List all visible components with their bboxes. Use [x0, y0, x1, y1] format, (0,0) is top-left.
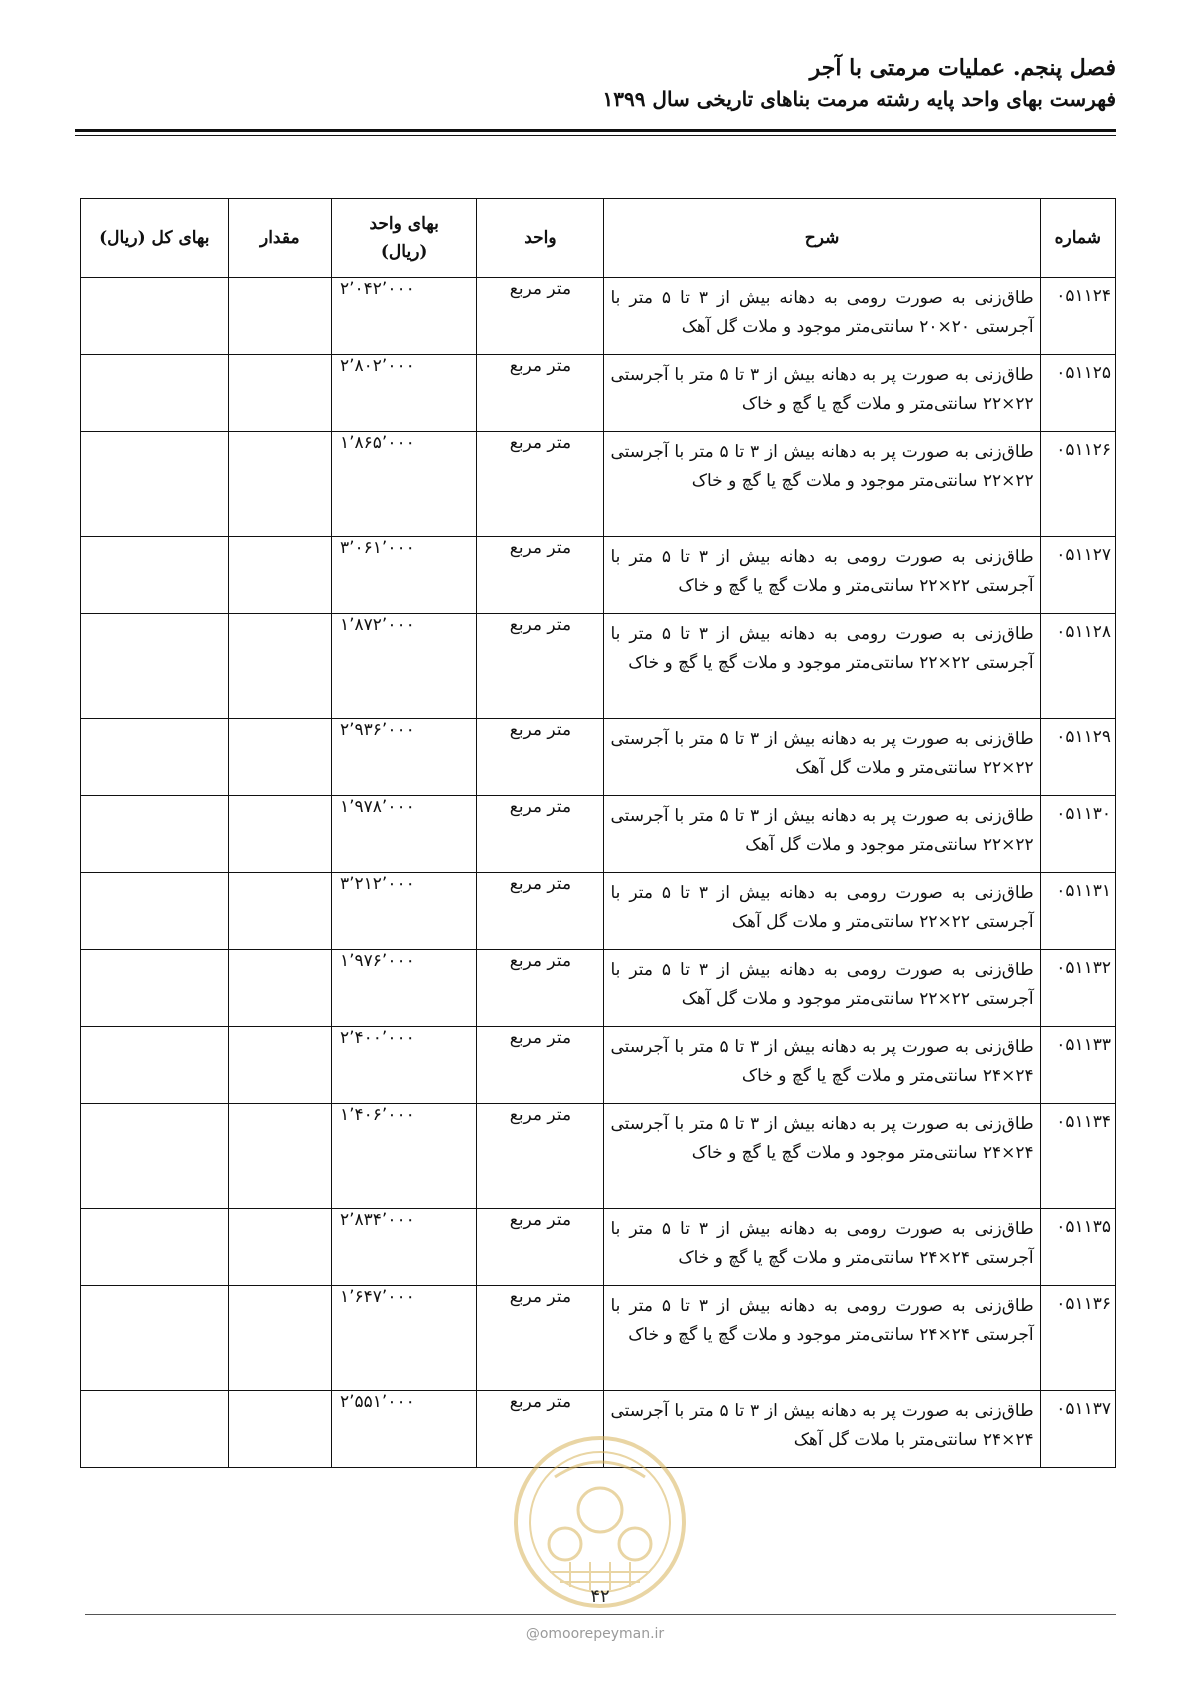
item-total-price [81, 432, 229, 537]
table-row [81, 1209, 1116, 1286]
item-description: طاق‌زنی به صورت پر به دهانه بیش از ۳ تا ۵ متر با آجرستی ۲۲×۲۲ سانتی‌متر موجود و ملات گچ یا گچ و خاک [604, 432, 1040, 537]
item-total-price [81, 719, 229, 796]
item-total-price [81, 1104, 229, 1209]
table-row [81, 719, 1116, 796]
item-unit-price: ۲٬۸۳۴٬۰۰۰ [331, 1209, 476, 1286]
item-total-price [81, 1391, 229, 1468]
item-unit: متر مربع [477, 1391, 604, 1468]
column-header-unit-price [331, 199, 476, 278]
item-unit-price: ۱٬۹۷۸٬۰۰۰ [331, 796, 476, 873]
item-code: ۰۵۱۱۲۹ [1040, 719, 1115, 796]
table-row [81, 278, 1116, 355]
item-description: طاق‌زنی به صورت پر به دهانه بیش از ۳ تا ۵ متر با آجرستی ۲۴×۲۴ سانتی‌متر و ملات گچ یا گچ و خاک [604, 1027, 1040, 1104]
item-quantity [228, 355, 331, 432]
item-unit-price: ۱٬۹۷۶٬۰۰۰ [331, 950, 476, 1027]
item-total-price [81, 537, 229, 614]
item-total-price [81, 873, 229, 950]
item-description: طاق‌زنی به صورت رومی به دهانه بیش از ۳ تا ۵ متر با آجرستی ۲۴×۲۴ سانتی‌متر و ملات گچ یا گچ و خاک [604, 1209, 1040, 1286]
item-unit-price: ۲٬۹۳۶٬۰۰۰ [331, 719, 476, 796]
item-code: ۰۵۱۱۲۶ [1040, 432, 1115, 537]
chapter-title: فصل پنجم. عملیات مرمتی با آجر [809, 55, 1116, 81]
table-row [81, 1286, 1116, 1391]
item-quantity [228, 1104, 331, 1209]
table-row [81, 1104, 1116, 1209]
item-description: طاق‌زنی به صورت رومی به دهانه بیش از ۳ تا ۵ متر با آجرستی ۲۰×۲۰ سانتی‌متر موجود و ملات گل آهک [604, 278, 1040, 355]
item-unit-price: ۳٬۲۱۲٬۰۰۰ [331, 873, 476, 950]
item-unit-price: ۳٬۰۶۱٬۰۰۰ [331, 537, 476, 614]
unit-price-currency: (ریال) [380, 242, 428, 262]
header-rule-thin [75, 135, 1116, 136]
item-unit: متر مربع [477, 719, 604, 796]
item-code: ۰۵۱۱۳۷ [1040, 1391, 1115, 1468]
item-unit: متر مربع [477, 432, 604, 537]
document-subtitle: فهرست بهای واحد پایه رشته مرمت بناهای تاریخی سال ۱۳۹۹ [602, 87, 1116, 111]
item-code: ۰۵۱۱۳۲ [1040, 950, 1115, 1027]
item-quantity [228, 873, 331, 950]
item-description: طاق‌زنی به صورت رومی به دهانه بیش از ۳ تا ۵ متر با آجرستی ۲۲×۲۲ سانتی‌متر و ملات گچ یا گچ و خاک [604, 537, 1040, 614]
item-unit-price: ۲٬۴۰۰٬۰۰۰ [331, 1027, 476, 1104]
item-quantity [228, 537, 331, 614]
item-quantity [228, 1027, 331, 1104]
table-row [81, 796, 1116, 873]
item-unit: متر مربع [477, 873, 604, 950]
item-quantity [228, 719, 331, 796]
item-unit-price: ۲٬۵۵۱٬۰۰۰ [331, 1391, 476, 1468]
item-unit: متر مربع [477, 1104, 604, 1209]
item-code: ۰۵۱۱۳۳ [1040, 1027, 1115, 1104]
item-unit-price: ۱٬۸۶۵٬۰۰۰ [331, 432, 476, 537]
item-quantity [228, 1209, 331, 1286]
item-description: طاق‌زنی به صورت رومی به دهانه بیش از ۳ تا ۵ متر با آجرستی ۲۲×۲۲ سانتی‌متر و ملات گل آهک [604, 873, 1040, 950]
item-unit-price: ۲٬۰۴۲٬۰۰۰ [331, 278, 476, 355]
item-code: ۰۵۱۱۳۰ [1040, 796, 1115, 873]
item-description: طاق‌زنی به صورت رومی به دهانه بیش از ۳ تا ۵ متر با آجرستی ۲۲×۲۲ سانتی‌متر موجود و ملات گل آهک [604, 950, 1040, 1027]
item-code: ۰۵۱۱۲۸ [1040, 614, 1115, 719]
item-total-price [81, 1286, 229, 1391]
table-row [81, 950, 1116, 1027]
item-quantity [228, 278, 331, 355]
price-table [80, 198, 1116, 1468]
table-row [81, 614, 1116, 719]
footer-rule [85, 1614, 1116, 1615]
item-quantity [228, 1391, 331, 1468]
unit-price-label: بهای واحد [369, 214, 439, 234]
column-header-total-price: بهای کل (ریال) [81, 199, 229, 278]
item-description: طاق‌زنی به صورت رومی به دهانه بیش از ۳ تا ۵ متر با آجرستی ۲۲×۲۲ سانتی‌متر موجود و ملات گچ یا گچ و خاک [604, 614, 1040, 719]
column-header-quantity: مقدار [228, 199, 331, 278]
item-total-price [81, 796, 229, 873]
item-code: ۰۵۱۱۳۱ [1040, 873, 1115, 950]
item-unit: متر مربع [477, 1027, 604, 1104]
table-row [81, 873, 1116, 950]
item-quantity [228, 614, 331, 719]
item-unit: متر مربع [477, 278, 604, 355]
item-unit: متر مربع [477, 1286, 604, 1391]
item-quantity [228, 432, 331, 537]
item-code: ۰۵۱۱۲۴ [1040, 278, 1115, 355]
item-quantity [228, 796, 331, 873]
item-total-price [81, 950, 229, 1027]
table-row [81, 537, 1116, 614]
table-row [81, 1027, 1116, 1104]
column-header-description: شرح [604, 199, 1040, 278]
item-code: ۰۵۱۱۳۵ [1040, 1209, 1115, 1286]
item-unit: متر مربع [477, 614, 604, 719]
item-total-price [81, 614, 229, 719]
item-quantity [228, 950, 331, 1027]
item-total-price [81, 1027, 229, 1104]
page-number: ۴۲ [590, 1586, 610, 1607]
table-header-row [81, 199, 1116, 278]
item-unit: متر مربع [477, 950, 604, 1027]
item-code: ۰۵۱۱۳۶ [1040, 1286, 1115, 1391]
item-unit-price: ۱٬۴۰۶٬۰۰۰ [331, 1104, 476, 1209]
item-code: ۰۵۱۱۳۴ [1040, 1104, 1115, 1209]
item-unit: متر مربع [477, 1209, 604, 1286]
website-watermark: @omoorepeyman.ir [525, 1626, 665, 1642]
item-unit-price: ۱٬۸۷۲٬۰۰۰ [331, 614, 476, 719]
item-code: ۰۵۱۱۲۵ [1040, 355, 1115, 432]
item-unit: متر مربع [477, 537, 604, 614]
item-description: طاق‌زنی به صورت پر به دهانه بیش از ۳ تا ۵ متر با آجرستی ۲۲×۲۲ سانتی‌متر و ملات گل آهک [604, 719, 1040, 796]
item-unit-price: ۱٬۶۴۷٬۰۰۰ [331, 1286, 476, 1391]
item-description: طاق‌زنی به صورت پر به دهانه بیش از ۳ تا ۵ متر با آجرستی ۲۴×۲۴ سانتی‌متر موجود و ملات گچ یا گچ و خاک [604, 1104, 1040, 1209]
column-header-code: شماره [1040, 199, 1115, 278]
item-description: طاق‌زنی به صورت رومی به دهانه بیش از ۳ تا ۵ متر با آجرستی ۲۴×۲۴ سانتی‌متر موجود و ملات گچ یا گچ و خاک [604, 1286, 1040, 1391]
item-description: طاق‌زنی به صورت پر به دهانه بیش از ۳ تا ۵ متر با آجرستی ۲۴×۲۴ سانتی‌متر با ملات گل آهک [604, 1391, 1040, 1468]
item-total-price [81, 278, 229, 355]
item-description: طاق‌زنی به صورت پر به دهانه بیش از ۳ تا ۵ متر با آجرستی ۲۲×۲۲ سانتی‌متر و ملات گچ یا گچ و خاک [604, 355, 1040, 432]
item-total-price [81, 1209, 229, 1286]
item-total-price [81, 355, 229, 432]
watermark-seal [510, 1432, 690, 1612]
item-unit: متر مربع [477, 796, 604, 873]
item-quantity [228, 1286, 331, 1391]
item-unit: متر مربع [477, 355, 604, 432]
table-row [81, 432, 1116, 537]
table-row [81, 355, 1116, 432]
item-code: ۰۵۱۱۲۷ [1040, 537, 1115, 614]
column-header-unit: واحد [477, 199, 604, 278]
item-description: طاق‌زنی به صورت پر به دهانه بیش از ۳ تا ۵ متر با آجرستی ۲۲×۲۲ سانتی‌متر موجود و ملات گل آهک [604, 796, 1040, 873]
page-header [76, 52, 1116, 114]
header-rule-thick [75, 129, 1116, 132]
item-unit-price: ۲٬۸۰۲٬۰۰۰ [331, 355, 476, 432]
